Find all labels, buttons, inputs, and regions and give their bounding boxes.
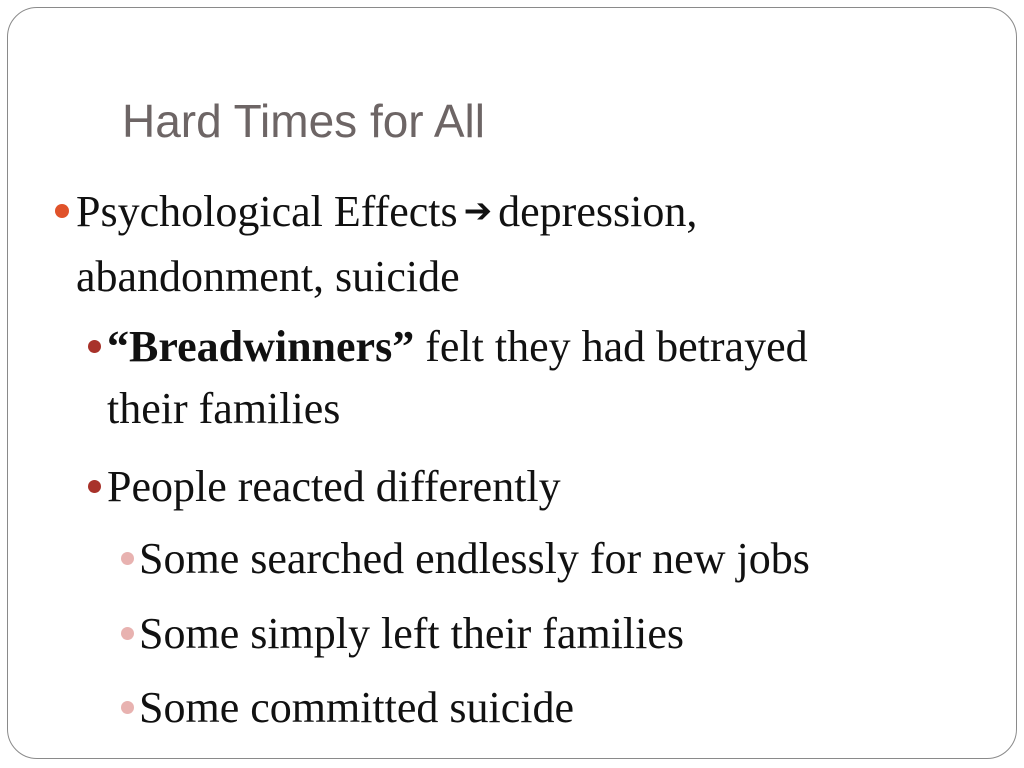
bullet-dot-icon bbox=[88, 340, 101, 353]
bullet-bold-text: “Breadwinners” bbox=[107, 322, 415, 371]
bullet-line-2: their families bbox=[107, 384, 341, 433]
bullet-text: felt they had betrayed bbox=[414, 322, 808, 371]
bullet-people-reacted bbox=[107, 456, 561, 518]
bullet-dot-icon bbox=[121, 552, 134, 565]
bullet-searched-jobs bbox=[139, 528, 810, 590]
bullet-text: Some searched endlessly for new jobs bbox=[139, 534, 810, 583]
bullet-text: Psychological Effects bbox=[76, 187, 458, 236]
bullet-breadwinners bbox=[107, 316, 808, 440]
bullet-dot-icon bbox=[88, 480, 101, 493]
bullet-left-families bbox=[139, 603, 684, 665]
slide bbox=[7, 7, 1017, 759]
bullet-text: Some simply left their families bbox=[139, 609, 685, 658]
bullet-line-1 bbox=[76, 181, 697, 246]
bullet-dot-icon bbox=[121, 701, 134, 714]
bullet-dot-icon bbox=[55, 204, 69, 218]
bullet-committed-suicide bbox=[139, 677, 574, 739]
slide-title: Hard Times for All bbox=[122, 95, 485, 147]
bullet-text: Some committed suicide bbox=[139, 683, 575, 732]
bullet-text: People reacted differently bbox=[107, 462, 561, 511]
bullet-text: depression, bbox=[498, 187, 698, 236]
bullet-dot-icon bbox=[121, 627, 134, 640]
bullet-line-2: abandonment, suicide bbox=[76, 252, 460, 301]
bullet-psychological-effects bbox=[76, 181, 697, 308]
bullet-line-1 bbox=[107, 316, 808, 378]
right-arrow-icon: ➔ bbox=[463, 191, 493, 231]
